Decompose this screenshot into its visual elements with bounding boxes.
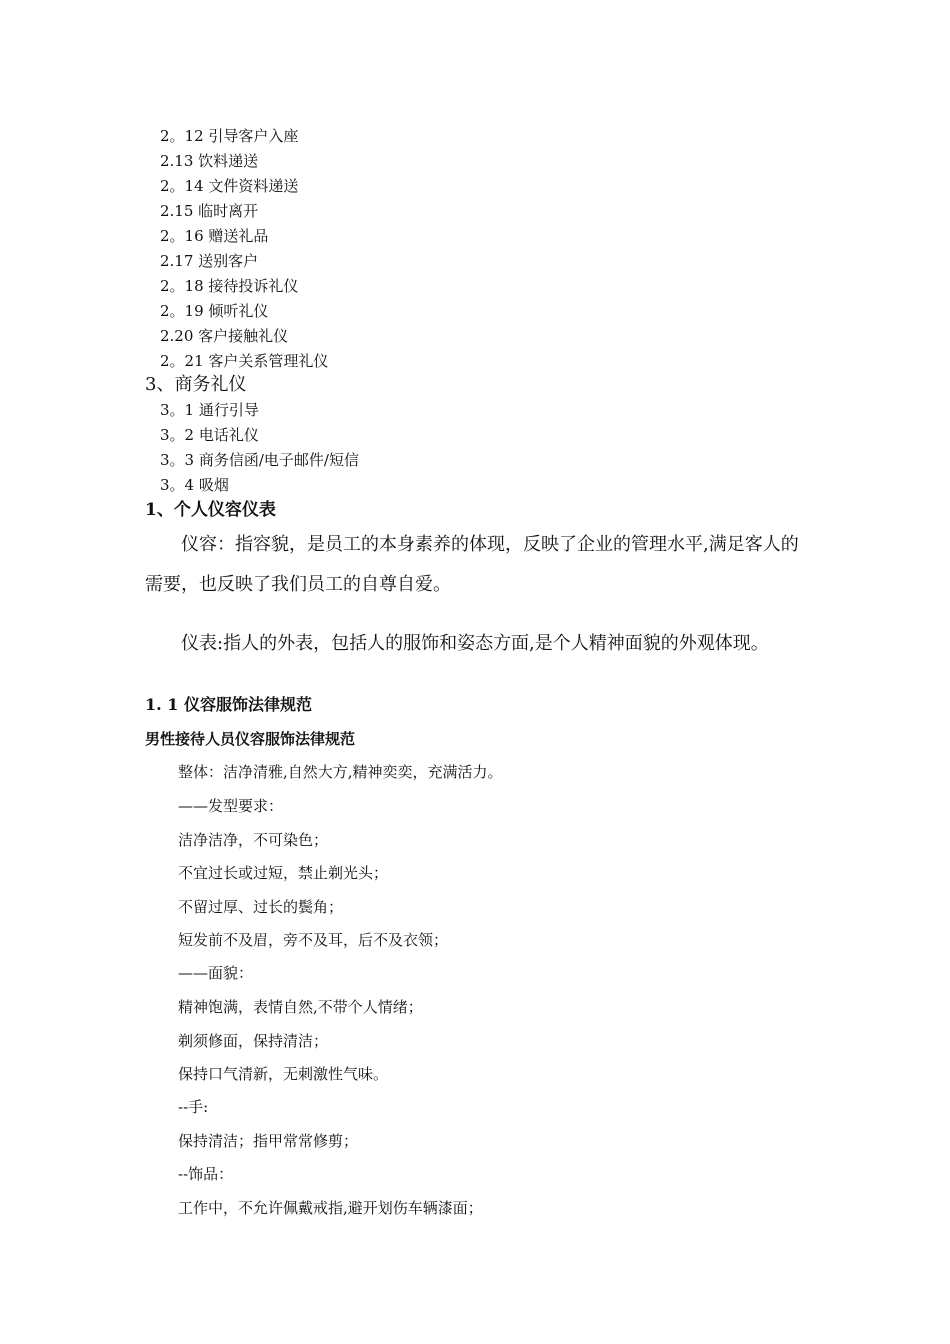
sub-subsection-heading: 男性接待人员仪容服饰法律规范 (145, 730, 356, 748)
paragraph (145, 525, 810, 605)
body-line: --手: (178, 1098, 209, 1116)
paragraph-text: 仪表:指人的外表，包括人的服饰和姿态方面,是个人精神面貌的外观体现。 (181, 633, 769, 654)
toc-item: 2。19 倾听礼仪 (160, 302, 269, 320)
section-heading: 1、个人仪容仪表 (145, 500, 276, 520)
body-line: 不宜过长或过短，禁止剃光头； (178, 864, 389, 882)
body-line: 整体：洁净清雅,自然大方,精神奕奕，充满活力。 (178, 763, 503, 781)
subsection-heading: 1. 1 仪容服饰法律规范 (145, 695, 312, 714)
body-line: 短发前不及眉，旁不及耳，后不及衣领； (178, 931, 449, 949)
paragraph-text: 仪容：指容貌，是员工的本身素养的体现，反映了企业的管理水平,满足客人的需要，也反映了我们员工的自尊自爱。 (145, 534, 799, 595)
toc-item: 3。4 吸烟 (160, 476, 229, 494)
toc-item: 2。16 赠送礼品 (160, 227, 269, 245)
toc-item: 2.17 送别客户 (160, 252, 259, 270)
toc-item: 2。14 文件资料递送 (160, 177, 299, 195)
toc-item: 3。1 通行引导 (160, 401, 259, 419)
body-line: --饰品： (178, 1165, 234, 1183)
body-line: 保持清洁；指甲常常修剪； (178, 1132, 359, 1150)
toc-item: 2.20 客户接触礼仪 (160, 327, 289, 345)
toc-item: 2。18 接待投诉礼仪 (160, 277, 299, 295)
body-line: 精神饱满，表情自然,不带个人情绪； (178, 998, 423, 1016)
paragraph (145, 624, 810, 664)
body-line: 工作中，不允许佩戴戒指,避开划伤车辆漆面； (178, 1199, 483, 1217)
toc-section-heading: 3、商务礼仪 (145, 374, 247, 395)
body-line: 不留过厚、过长的鬓角； (178, 898, 344, 916)
toc-item: 2.15 临时离开 (160, 202, 259, 220)
body-line: ——面貌： (178, 964, 254, 982)
body-line: 保持口气清新，无刺激性气味。 (178, 1065, 389, 1083)
toc-item: 2.13 饮料递送 (160, 152, 259, 170)
body-line: 洁净洁净，不可染色； (178, 831, 329, 849)
body-line: 剃须修面，保持清洁； (178, 1032, 329, 1050)
toc-item: 3。2 电话礼仪 (160, 426, 259, 444)
body-line: ——发型要求： (178, 797, 284, 815)
toc-item: 2。12 引导客户入座 (160, 127, 299, 145)
toc-item: 3。3 商务信函/电子邮件/短信 (160, 451, 359, 469)
toc-item: 2。21 客户关系管理礼仪 (160, 352, 329, 370)
